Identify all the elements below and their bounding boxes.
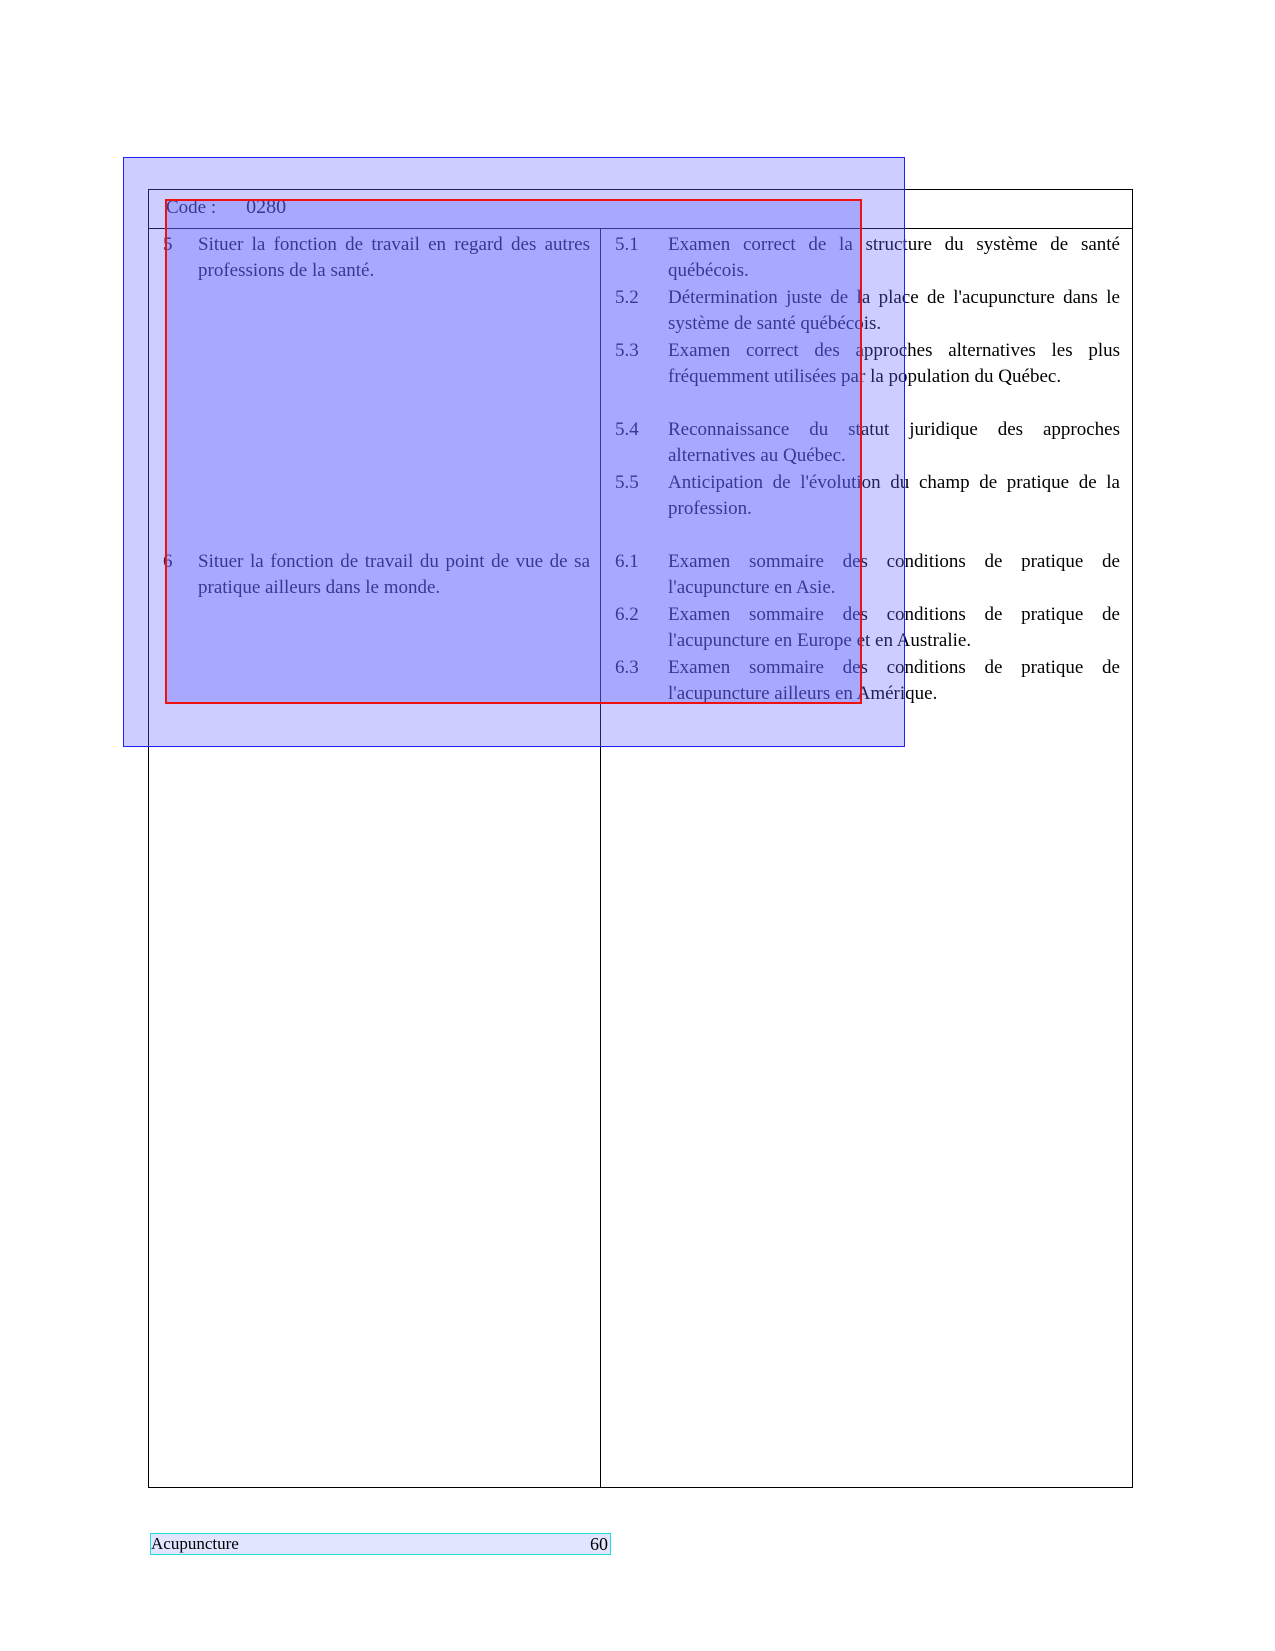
objective-number: 5: [163, 234, 173, 255]
criterion-number: 6.1: [615, 551, 639, 572]
column-divider: [600, 228, 601, 1488]
code-label: Code :: [166, 197, 217, 218]
criterion-text: Reconnaissance du statut juridique des approches alternatives au Québec.: [668, 419, 1120, 467]
criterion-text: Examen sommaire des conditions de pratique de l'acupuncture en Europe et en Australie.: [668, 604, 1120, 652]
criterion-text: Examen correct de la structure du système de santé québécois.: [668, 234, 1120, 282]
code-value: 0280: [246, 196, 287, 218]
criterion-text: Anticipation de l'évolution du champ de pratique de la profession.: [668, 472, 1120, 520]
criterion-number: 6.2: [615, 604, 639, 625]
code-line: [166, 195, 286, 220]
objective-text: Situer la fonction de travail en regard des autres professions de la santé.: [198, 234, 590, 282]
criterion-number: 5.3: [615, 340, 639, 361]
criterion-number: 5.2: [615, 287, 639, 308]
criterion-number: 5.1: [615, 234, 639, 255]
footer-title: Acupuncture: [151, 1534, 239, 1553]
criterion-text: Examen correct des approches alternatives les plus fréquemment utilisées par la population du Québec.: [668, 340, 1120, 388]
page-number: 60: [590, 1534, 608, 1554]
criterion-number: 5.4: [615, 419, 639, 440]
criterion-text: Examen sommaire des conditions de pratique de l'acupuncture en Asie.: [668, 551, 1120, 599]
criterion-number: 5.5: [615, 472, 639, 493]
objective-number: 6: [163, 551, 173, 572]
page-footer: [151, 1534, 610, 1554]
criterion-text: Détermination juste de la place de l'acupuncture dans le système de santé québécois.: [668, 287, 1120, 335]
header-divider: [148, 228, 1133, 229]
objective-text: Situer la fonction de travail du point de vue de sa pratique ailleurs dans le monde.: [198, 551, 590, 599]
criterion-text: Examen sommaire des conditions de pratique de l'acupuncture ailleurs en Amérique.: [668, 657, 1120, 705]
criterion-number: 6.3: [615, 657, 639, 678]
